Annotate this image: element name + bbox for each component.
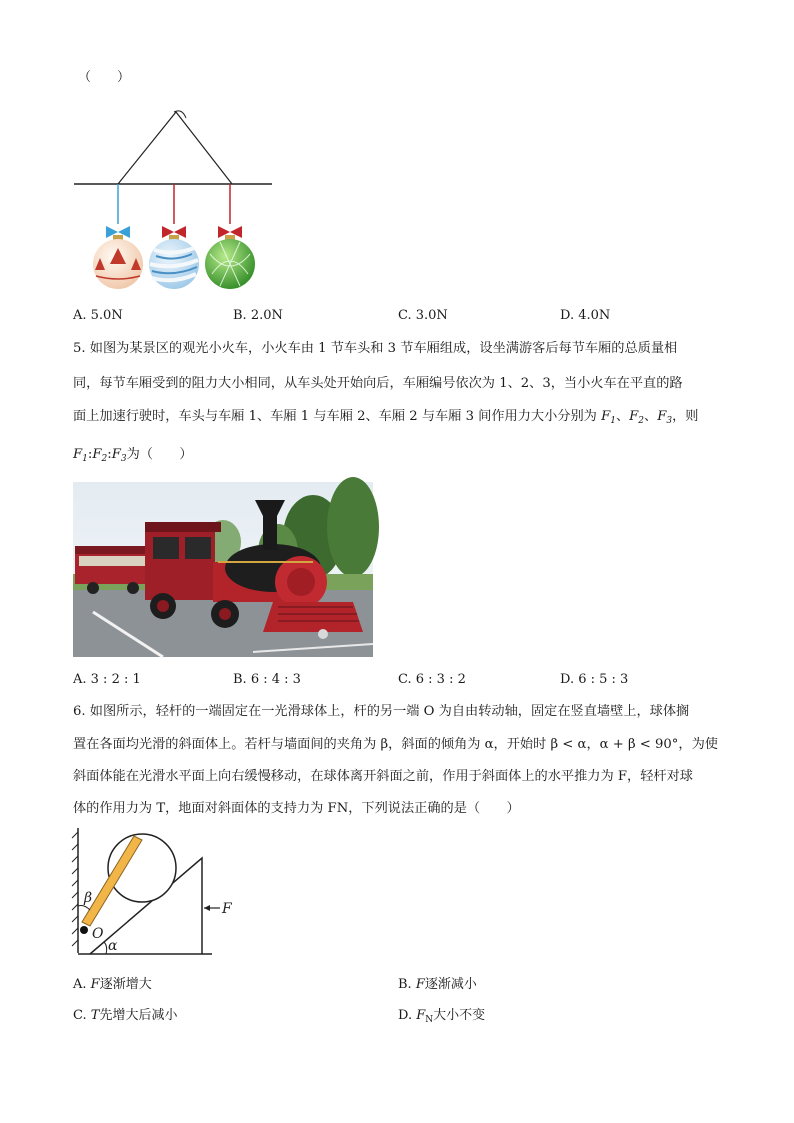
- q5-sep-2: 、: [644, 409, 658, 424]
- q6-option-a-letter: A.: [73, 977, 87, 992]
- q5-ratio-f2-sub: 2: [101, 454, 108, 464]
- q5-line4-post: 为（ ）: [126, 447, 193, 462]
- q6-text-line-1: 6. 如图所示，轻杆的一端固定在一光滑球体上，杆的另一端 O 为自由转动轴，固定在竖直墙壁上，球体搁: [73, 704, 690, 719]
- q5-f1-sub: 1: [610, 416, 616, 426]
- q6-option-d-var: F: [416, 1008, 426, 1023]
- q5-ratio-f1-symbol: F: [73, 447, 83, 462]
- q5-option-d: D. 6 : 5 : 3: [560, 672, 629, 687]
- q6-option-a-var: F: [90, 977, 100, 992]
- q5-colon-2: :: [107, 447, 112, 462]
- q6-option-b-letter: B.: [398, 977, 412, 992]
- q4-option-b: B. 2.0N: [233, 308, 283, 323]
- q5-text-line-4: [73, 446, 193, 468]
- q5-text-line-1: 5. 如图为某景区的观光小火车，小火车由 1 节车头和 3 节车厢组成，设坐满游客后每节车厢的总质量相: [73, 341, 678, 356]
- q5-text-line-3: [73, 408, 698, 430]
- q6-option-b-text: 逐渐减小: [424, 977, 477, 992]
- q6-text-line-4: 体的作用力为 T，地面对斜面体的支持力为 FN，下列说法正确的是（ ）: [73, 801, 520, 816]
- q6-option-d-sub: N: [425, 1015, 434, 1025]
- q4-option-c: C. 3.0N: [398, 308, 448, 323]
- q6-option-b: [398, 973, 477, 992]
- q4-answer-bracket: （ ）: [78, 70, 131, 85]
- q6-label-f: F: [222, 901, 232, 917]
- q5-f1-symbol: F: [601, 409, 611, 424]
- q5-f1: [601, 409, 616, 424]
- q4-option-a: A. 5.0N: [73, 308, 123, 323]
- q5-train-photo: [73, 482, 373, 657]
- q5-colon-1: :: [87, 447, 93, 462]
- q6-option-d-text: 大小不变: [433, 1008, 486, 1023]
- q6-text-line-2: 置在各面均光滑的斜面体上。若杆与墙面间的夹角为 β，斜面的倾角为 α，开始时 β < α，α + β < 90°，为使: [73, 737, 718, 752]
- q5-f3-symbol: F: [657, 409, 667, 424]
- q5-ratio-f3-sub: 3: [120, 454, 127, 464]
- q6-option-c-letter: C.: [73, 1008, 87, 1023]
- q5-ratio-f2: [92, 447, 107, 462]
- q5-text-line-2: 同，每节车厢受到的阻力大小相同，从车头处开始向后，车厢编号依次为 1、2、3，当小火车在平直的路: [73, 376, 683, 391]
- q5-f3: [657, 409, 672, 424]
- q6-incline-diagram: [70, 828, 250, 963]
- q6-option-d-letter: D.: [398, 1008, 413, 1023]
- q5-ratio-f1: [73, 447, 88, 462]
- q6-text-line-3: 斜面体能在光滑水平面上向右缓慢移动，在球体离开斜面之前，作用于斜面体上的水平推力为 F，轻杆对球: [73, 769, 693, 784]
- q5-f3-sub: 3: [666, 416, 673, 426]
- q5-line3-pre: 面上加速行驶时，车头与车厢 1、车厢 1 与车厢 2、车厢 2 与车厢 3 间作用力大小分别为: [73, 409, 597, 424]
- q6-option-a: [73, 973, 152, 992]
- q5-f2-sub: 2: [638, 416, 645, 426]
- q4-option-d: D. 4.0N: [560, 308, 611, 323]
- q4-ornaments-figure: [70, 108, 280, 298]
- q5-option-b: B. 6 : 4 : 3: [233, 672, 301, 687]
- q6-option-b-var: F: [415, 977, 425, 992]
- q5-ratio-f3: [112, 447, 127, 462]
- q6-label-beta: β: [84, 890, 93, 906]
- q6-label-o: O: [92, 926, 104, 942]
- q5-ratio-f3-symbol: F: [111, 447, 121, 462]
- q5-f2-symbol: F: [629, 409, 639, 424]
- q6-option-a-text: 逐渐增大: [99, 977, 152, 992]
- q6-option-c-var: T: [90, 1008, 100, 1023]
- q6-label-alpha: α: [108, 938, 118, 954]
- q5-option-a: A. 3 : 2 : 1: [73, 672, 141, 687]
- q6-option-c: [73, 1004, 177, 1023]
- q5-f2: [629, 409, 644, 424]
- q5-sep-1: 、: [615, 409, 630, 424]
- q5-option-c: C. 6 : 3 : 2: [398, 672, 466, 687]
- q5-ratio-f2-symbol: F: [92, 447, 102, 462]
- q6-option-c-text: 先增大后减小: [99, 1008, 178, 1023]
- q5-line3-post: ，则: [672, 409, 699, 424]
- q5-ratio-f1-sub: 1: [82, 454, 88, 464]
- q6-option-d: [398, 1004, 485, 1025]
